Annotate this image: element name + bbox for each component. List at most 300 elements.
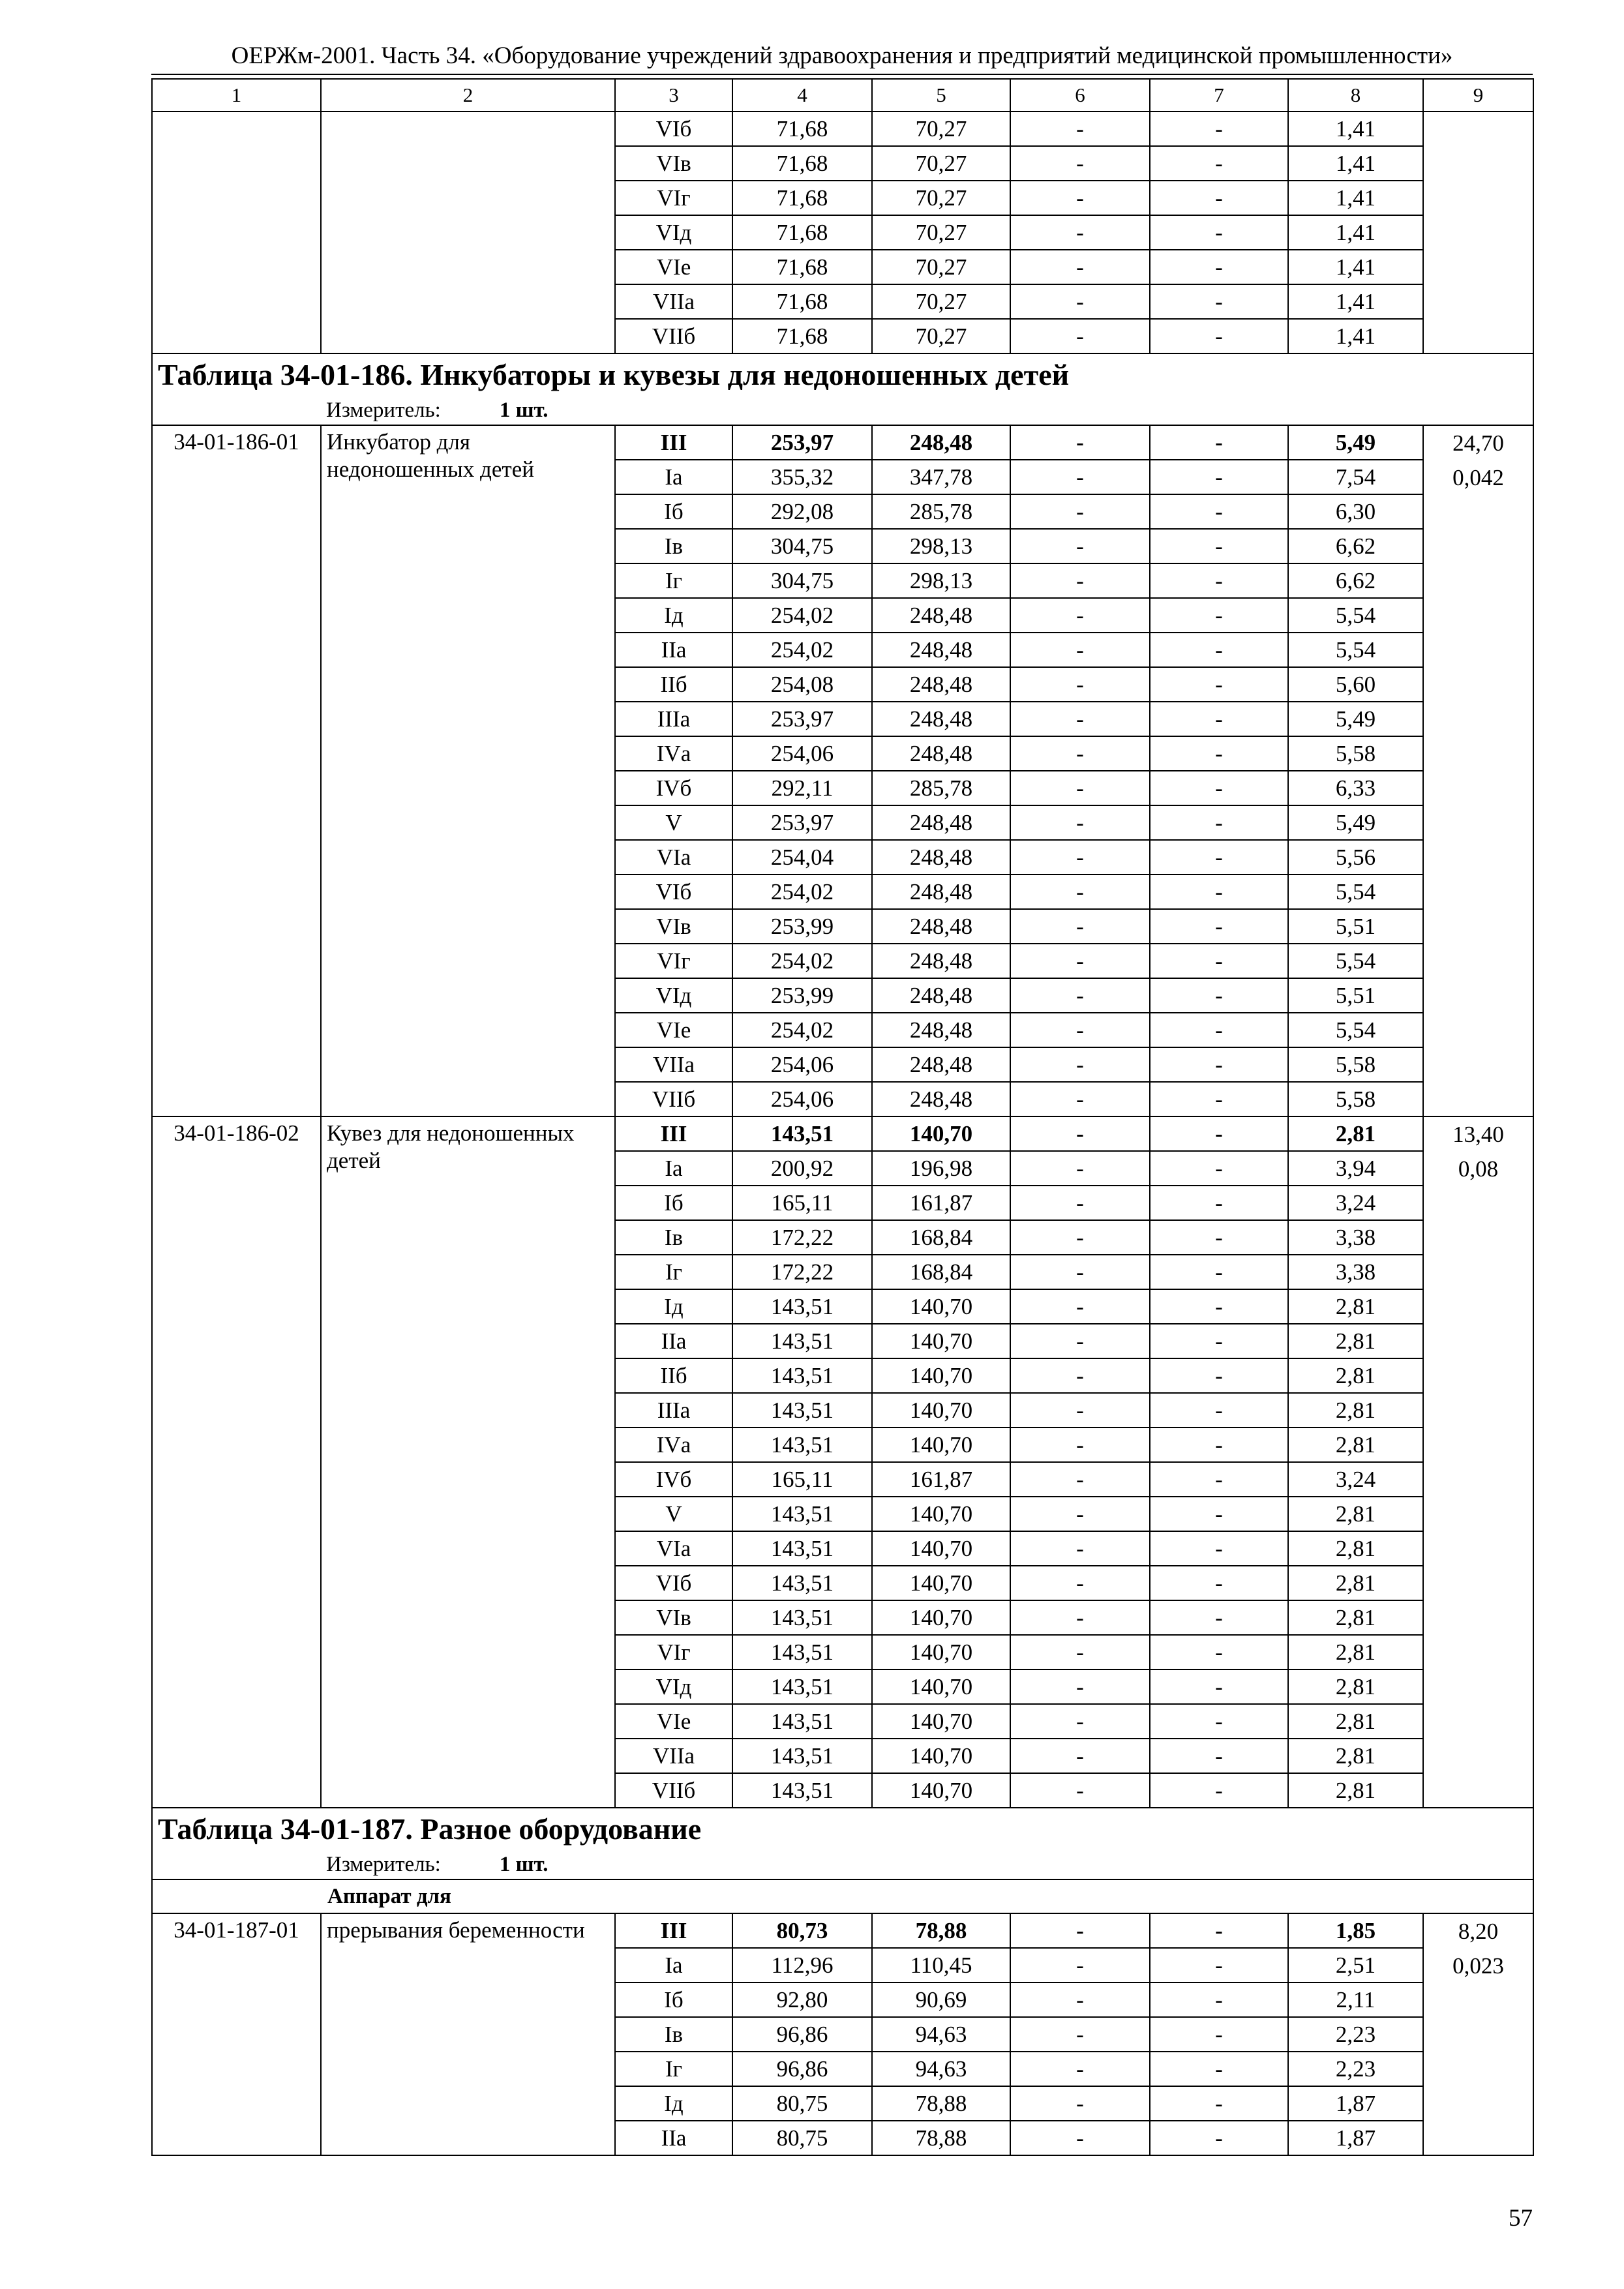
- total-cost-cell: 172,22: [732, 1220, 872, 1255]
- category-cell: IIб: [615, 1358, 732, 1393]
- driver-wages-cell: -: [1150, 1497, 1288, 1531]
- machine-cost-cell: -: [1010, 2017, 1150, 2052]
- category-cell: VIв: [615, 909, 732, 944]
- wages-cell: 248,48: [872, 944, 1010, 978]
- driver-wages-cell: -: [1150, 284, 1288, 319]
- wages-cell: 140,70: [872, 1428, 1010, 1462]
- category-cell: Iд: [615, 1289, 732, 1324]
- machine-cost-cell: -: [1010, 1358, 1150, 1393]
- materials-cell: 2,81: [1288, 1773, 1423, 1808]
- total-cost-cell: 254,02: [732, 633, 872, 667]
- wages-cell: 140,70: [872, 1669, 1010, 1704]
- materials-cell: 5,54: [1288, 944, 1423, 978]
- category-cell: Iа: [615, 1151, 732, 1186]
- total-cost-cell: 143,51: [732, 1393, 872, 1428]
- table-title: Таблица 34-01-186. Инкубаторы и кувезы для недоношенных детей: [152, 353, 1533, 396]
- materials-cell: 3,38: [1288, 1255, 1423, 1289]
- category-cell: VIе: [615, 1704, 732, 1739]
- materials-cell: 1,41: [1288, 112, 1423, 146]
- wages-cell: 248,48: [872, 978, 1010, 1013]
- machine-cost-cell: -: [1010, 1220, 1150, 1255]
- driver-wages-cell: -: [1150, 1393, 1288, 1428]
- total-cost-cell: 254,02: [732, 1013, 872, 1047]
- total-cost-cell: 92,80: [732, 1982, 872, 2017]
- total-cost-cell: 143,51: [732, 1428, 872, 1462]
- wages-cell: 140,70: [872, 1704, 1010, 1739]
- column-number: 2: [321, 79, 615, 112]
- driver-wages-cell: -: [1150, 840, 1288, 875]
- category-cell: IVа: [615, 1428, 732, 1462]
- total-cost-cell: 143,51: [732, 1739, 872, 1773]
- table-title: Таблица 34-01-187. Разное оборудование: [152, 1808, 1533, 1850]
- total-cost-cell: 143,51: [732, 1669, 872, 1704]
- labor-cell: [1423, 1116, 1533, 1808]
- materials-cell: 1,41: [1288, 250, 1423, 284]
- machine-cost-cell: -: [1010, 146, 1150, 181]
- total-cost-cell: 292,08: [732, 494, 872, 529]
- total-cost-cell: 71,68: [732, 181, 872, 215]
- labor-value: 24,70: [1452, 430, 1504, 456]
- table-title-row: [152, 353, 1533, 396]
- wages-cell: 70,27: [872, 250, 1010, 284]
- total-cost-cell: 254,08: [732, 667, 872, 702]
- category-cell: V: [615, 1497, 732, 1531]
- machine-cost-cell: -: [1010, 1462, 1150, 1497]
- category-cell: IIа: [615, 2121, 732, 2155]
- category-cell: Iа: [615, 1948, 732, 1982]
- materials-cell: 2,81: [1288, 1600, 1423, 1635]
- measure-value: 1 шт.: [499, 398, 549, 422]
- wages-cell: 248,48: [872, 840, 1010, 875]
- materials-cell: 6,62: [1288, 529, 1423, 563]
- measure-label: Измеритель:: [326, 1853, 441, 1876]
- category-cell: IIIа: [615, 1393, 732, 1428]
- total-cost-cell: 96,86: [732, 2052, 872, 2086]
- driver-wages-cell: -: [1150, 250, 1288, 284]
- total-cost-cell: 96,86: [732, 2017, 872, 2052]
- materials-cell: 2,81: [1288, 1428, 1423, 1462]
- total-cost-cell: 304,75: [732, 563, 872, 598]
- materials-cell: 5,49: [1288, 425, 1423, 460]
- machine-cost-cell: -: [1010, 667, 1150, 702]
- total-cost-cell: 143,51: [732, 1704, 872, 1739]
- wages-cell: 248,48: [872, 805, 1010, 840]
- driver-wages-cell: -: [1150, 1289, 1288, 1324]
- total-cost-cell: 71,68: [732, 215, 872, 250]
- page-number: 57: [1509, 2205, 1533, 2232]
- wages-cell: 140,70: [872, 1393, 1010, 1428]
- machine-cost-cell: -: [1010, 978, 1150, 1013]
- total-cost-cell: 143,51: [732, 1635, 872, 1669]
- materials-cell: 5,58: [1288, 736, 1423, 771]
- machine-cost-cell: -: [1010, 736, 1150, 771]
- total-cost-cell: 253,97: [732, 702, 872, 736]
- machine-cost-cell: -: [1010, 1982, 1150, 2017]
- driver-wages-cell: -: [1150, 909, 1288, 944]
- driver-wages-cell: -: [1150, 529, 1288, 563]
- wages-cell: 168,84: [872, 1255, 1010, 1289]
- category-cell: IVб: [615, 1462, 732, 1497]
- name-cell: Инкубатор для недоношенных детей: [321, 425, 615, 1116]
- total-cost-cell: 71,68: [732, 146, 872, 181]
- materials-cell: 6,62: [1288, 563, 1423, 598]
- wages-cell: 140,70: [872, 1531, 1010, 1566]
- total-cost-cell: 172,22: [732, 1255, 872, 1289]
- column-number-row: [152, 79, 1533, 112]
- total-cost-cell: 254,06: [732, 1082, 872, 1116]
- category-cell: V: [615, 805, 732, 840]
- driver-wages-cell: -: [1150, 702, 1288, 736]
- category-cell: IIIа: [615, 702, 732, 736]
- wages-cell: 248,48: [872, 1082, 1010, 1116]
- table-row: [152, 112, 1533, 146]
- driver-wages-cell: -: [1150, 2017, 1288, 2052]
- category-cell: Iа: [615, 460, 732, 494]
- measure-row: [152, 1850, 1533, 1879]
- machine-cost-cell: -: [1010, 1739, 1150, 1773]
- category-cell: VIе: [615, 250, 732, 284]
- total-cost-cell: 143,51: [732, 1600, 872, 1635]
- materials-cell: 1,41: [1288, 215, 1423, 250]
- driver-wages-cell: -: [1150, 460, 1288, 494]
- category-cell: III: [615, 425, 732, 460]
- materials-cell: 1,41: [1288, 319, 1423, 353]
- code-cell: 34-01-187-01: [152, 1913, 321, 2155]
- category-cell: IVа: [615, 736, 732, 771]
- wages-cell: 140,70: [872, 1289, 1010, 1324]
- wages-cell: 298,13: [872, 529, 1010, 563]
- materials-cell: 2,81: [1288, 1393, 1423, 1428]
- wages-cell: 70,27: [872, 112, 1010, 146]
- total-cost-cell: 71,68: [732, 112, 872, 146]
- driver-wages-cell: -: [1150, 494, 1288, 529]
- total-cost-cell: 71,68: [732, 250, 872, 284]
- wages-cell: 140,70: [872, 1635, 1010, 1669]
- category-cell: Iв: [615, 2017, 732, 2052]
- total-cost-cell: 253,99: [732, 978, 872, 1013]
- driver-wages-cell: -: [1150, 2086, 1288, 2121]
- machine-cost-cell: -: [1010, 1289, 1150, 1324]
- driver-wages-cell: -: [1150, 2052, 1288, 2086]
- wages-cell: 161,87: [872, 1186, 1010, 1220]
- driver-wages-cell: -: [1150, 1600, 1288, 1635]
- wages-cell: 285,78: [872, 494, 1010, 529]
- wages-cell: 248,48: [872, 702, 1010, 736]
- machine-cost-cell: -: [1010, 1913, 1150, 1948]
- machine-cost-cell: -: [1010, 215, 1150, 250]
- category-cell: VIг: [615, 1635, 732, 1669]
- column-number: 5: [872, 79, 1010, 112]
- driver-wages-cell: -: [1150, 112, 1288, 146]
- total-cost-cell: 253,97: [732, 425, 872, 460]
- total-cost-cell: 355,32: [732, 460, 872, 494]
- driver-wages-cell: -: [1150, 181, 1288, 215]
- category-cell: VIIа: [615, 1047, 732, 1082]
- driver-wages-cell: -: [1150, 1462, 1288, 1497]
- materials-cell: 1,41: [1288, 146, 1423, 181]
- measure-cell: [152, 396, 1533, 425]
- category-cell: VIб: [615, 112, 732, 146]
- wages-cell: 78,88: [872, 2086, 1010, 2121]
- total-cost-cell: 165,11: [732, 1186, 872, 1220]
- materials-cell: 1,41: [1288, 284, 1423, 319]
- wages-cell: 70,27: [872, 284, 1010, 319]
- materials-cell: 2,81: [1288, 1739, 1423, 1773]
- column-number: 6: [1010, 79, 1150, 112]
- wages-cell: 248,48: [872, 667, 1010, 702]
- category-cell: III: [615, 1116, 732, 1151]
- category-cell: Iг: [615, 1255, 732, 1289]
- category-cell: Iд: [615, 2086, 732, 2121]
- wages-cell: 161,87: [872, 1462, 1010, 1497]
- machine-cost-cell: -: [1010, 1013, 1150, 1047]
- materials-cell: 5,58: [1288, 1047, 1423, 1082]
- materials-cell: 5,54: [1288, 875, 1423, 909]
- labor-value: 8,20: [1458, 1919, 1499, 1944]
- machine-cost-cell: -: [1010, 875, 1150, 909]
- driver-wages-cell: -: [1150, 1773, 1288, 1808]
- materials-cell: 2,81: [1288, 1116, 1423, 1151]
- column-number: 8: [1288, 79, 1423, 112]
- materials-cell: 5,56: [1288, 840, 1423, 875]
- driver-wages-cell: -: [1150, 736, 1288, 771]
- category-cell: Iб: [615, 1982, 732, 2017]
- category-cell: Iб: [615, 494, 732, 529]
- category-cell: VIв: [615, 146, 732, 181]
- driver-wages-cell: -: [1150, 598, 1288, 633]
- materials-cell: 1,85: [1288, 1913, 1423, 1948]
- machine-cost-cell: -: [1010, 840, 1150, 875]
- driver-wages-cell: -: [1150, 1982, 1288, 2017]
- driver-wages-cell: -: [1150, 944, 1288, 978]
- wages-cell: 285,78: [872, 771, 1010, 805]
- driver-wages-cell: -: [1150, 1013, 1288, 1047]
- category-cell: VIIб: [615, 1082, 732, 1116]
- machine-cost-cell: -: [1010, 1116, 1150, 1151]
- machine-cost-cell: -: [1010, 1669, 1150, 1704]
- wages-cell: 94,63: [872, 2052, 1010, 2086]
- machine-cost-cell: -: [1010, 319, 1150, 353]
- machine-cost-cell: -: [1010, 1948, 1150, 1982]
- driver-wages-cell: -: [1150, 563, 1288, 598]
- category-cell: VIв: [615, 1600, 732, 1635]
- category-cell: VIIа: [615, 284, 732, 319]
- driver-wages-cell: -: [1150, 2121, 1288, 2155]
- total-cost-cell: 254,04: [732, 840, 872, 875]
- total-cost-cell: 143,51: [732, 1358, 872, 1393]
- machine-cost-cell: -: [1010, 1704, 1150, 1739]
- machine-cost-cell: -: [1010, 1393, 1150, 1428]
- materials-cell: 2,23: [1288, 2017, 1423, 2052]
- wages-cell: 110,45: [872, 1948, 1010, 1982]
- machine-cost-cell: -: [1010, 702, 1150, 736]
- machine-cost-cell: -: [1010, 1255, 1150, 1289]
- driver-wages-cell: -: [1150, 1186, 1288, 1220]
- total-cost-cell: 80,75: [732, 2121, 872, 2155]
- materials-cell: 2,81: [1288, 1531, 1423, 1566]
- driver-wages-cell: -: [1150, 1255, 1288, 1289]
- category-cell: IIа: [615, 1324, 732, 1358]
- category-cell: VIIа: [615, 1739, 732, 1773]
- code-cell: 34-01-186-02: [152, 1116, 321, 1808]
- machine-cost-cell: -: [1010, 805, 1150, 840]
- total-cost-cell: 143,51: [732, 1497, 872, 1531]
- wages-cell: 140,70: [872, 1116, 1010, 1151]
- wages-cell: 140,70: [872, 1600, 1010, 1635]
- driver-wages-cell: -: [1150, 1913, 1288, 1948]
- total-cost-cell: 165,11: [732, 1462, 872, 1497]
- category-cell: VIд: [615, 978, 732, 1013]
- machine-cost-cell: -: [1010, 1324, 1150, 1358]
- materials-cell: 1,87: [1288, 2086, 1423, 2121]
- machine-cost-cell: -: [1010, 1531, 1150, 1566]
- materials-cell: 2,81: [1288, 1704, 1423, 1739]
- wages-cell: 248,48: [872, 598, 1010, 633]
- materials-cell: 5,54: [1288, 1013, 1423, 1047]
- category-cell: VIIб: [615, 319, 732, 353]
- category-cell: III: [615, 1913, 732, 1948]
- wages-cell: 248,48: [872, 909, 1010, 944]
- machine-cost-cell: -: [1010, 598, 1150, 633]
- measure-value: 1 шт.: [499, 1853, 549, 1876]
- table-row: [152, 1116, 1533, 1151]
- machine-cost-cell: -: [1010, 2121, 1150, 2155]
- total-cost-cell: 253,99: [732, 909, 872, 944]
- total-cost-cell: 143,51: [732, 1289, 872, 1324]
- driver-wages-cell: -: [1150, 1428, 1288, 1462]
- driver-wages-cell: -: [1150, 1948, 1288, 1982]
- category-cell: VIг: [615, 944, 732, 978]
- measure-cell: [152, 1850, 1533, 1879]
- total-cost-cell: 143,51: [732, 1566, 872, 1600]
- wages-cell: 70,27: [872, 146, 1010, 181]
- total-cost-cell: 71,68: [732, 319, 872, 353]
- machine-cost-cell: -: [1010, 529, 1150, 563]
- materials-cell: 2,11: [1288, 1982, 1423, 2017]
- materials-cell: 2,81: [1288, 1566, 1423, 1600]
- materials-cell: 3,38: [1288, 1220, 1423, 1255]
- materials-cell: 7,54: [1288, 460, 1423, 494]
- materials-cell: 2,51: [1288, 1948, 1423, 1982]
- table-title-row: [152, 1808, 1533, 1850]
- wages-cell: 70,27: [872, 181, 1010, 215]
- category-cell: VIа: [615, 1531, 732, 1566]
- category-cell: Iв: [615, 1220, 732, 1255]
- category-cell: IIб: [615, 667, 732, 702]
- total-cost-cell: 80,73: [732, 1913, 872, 1948]
- total-cost-cell: 80,75: [732, 2086, 872, 2121]
- driver-wages-cell: -: [1150, 1704, 1288, 1739]
- machine-cost-cell: -: [1010, 181, 1150, 215]
- column-number: 3: [615, 79, 732, 112]
- column-number: 4: [732, 79, 872, 112]
- materials-cell: 5,51: [1288, 909, 1423, 944]
- category-cell: VIг: [615, 181, 732, 215]
- materials-cell: 2,81: [1288, 1635, 1423, 1669]
- driver-wages-cell: -: [1150, 1566, 1288, 1600]
- wages-cell: 90,69: [872, 1982, 1010, 2017]
- category-cell: VIб: [615, 1566, 732, 1600]
- materials-cell: 6,33: [1288, 771, 1423, 805]
- labor-value: 0,023: [1452, 1953, 1504, 1979]
- column-number: 9: [1423, 79, 1533, 112]
- wages-cell: 78,88: [872, 2121, 1010, 2155]
- wages-cell: 168,84: [872, 1220, 1010, 1255]
- materials-cell: 2,23: [1288, 2052, 1423, 2086]
- driver-wages-cell: -: [1150, 1739, 1288, 1773]
- machine-cost-cell: -: [1010, 1635, 1150, 1669]
- driver-wages-cell: -: [1150, 1358, 1288, 1393]
- measure-row: [152, 396, 1533, 425]
- driver-wages-cell: -: [1150, 1635, 1288, 1669]
- labor-cell: [1423, 1913, 1533, 2155]
- total-cost-cell: 200,92: [732, 1151, 872, 1186]
- total-cost-cell: 143,51: [732, 1531, 872, 1566]
- total-cost-cell: 292,11: [732, 771, 872, 805]
- machine-cost-cell: -: [1010, 250, 1150, 284]
- category-cell: VIд: [615, 1669, 732, 1704]
- wages-cell: 78,88: [872, 1913, 1010, 1948]
- labor-value: 13,40: [1452, 1122, 1504, 1147]
- materials-cell: 2,81: [1288, 1324, 1423, 1358]
- category-cell: VIд: [615, 215, 732, 250]
- driver-wages-cell: -: [1150, 146, 1288, 181]
- driver-wages-cell: -: [1150, 1220, 1288, 1255]
- machine-cost-cell: -: [1010, 1082, 1150, 1116]
- driver-wages-cell: -: [1150, 1531, 1288, 1566]
- column-number: 1: [152, 79, 321, 112]
- machine-cost-cell: -: [1010, 460, 1150, 494]
- wages-cell: 196,98: [872, 1151, 1010, 1186]
- materials-cell: 3,94: [1288, 1151, 1423, 1186]
- category-cell: Iд: [615, 598, 732, 633]
- machine-cost-cell: -: [1010, 1566, 1150, 1600]
- driver-wages-cell: -: [1150, 1116, 1288, 1151]
- total-cost-cell: 254,02: [732, 875, 872, 909]
- machine-cost-cell: -: [1010, 563, 1150, 598]
- wages-cell: 248,48: [872, 1047, 1010, 1082]
- driver-wages-cell: -: [1150, 1324, 1288, 1358]
- running-header: ОЕРЖм-2001. Часть 34. «Оборудование учреждений здравоохранения и предприятий медицинской промышленности»: [231, 42, 1453, 69]
- materials-cell: 3,24: [1288, 1186, 1423, 1220]
- machine-cost-cell: -: [1010, 1773, 1150, 1808]
- driver-wages-cell: -: [1150, 319, 1288, 353]
- wages-cell: 94,63: [872, 2017, 1010, 2052]
- wages-cell: 248,48: [872, 633, 1010, 667]
- wages-cell: 248,48: [872, 425, 1010, 460]
- labor-cell: [1423, 112, 1533, 353]
- category-cell: IIа: [615, 633, 732, 667]
- name-cell: Кувез для недоношенных детей: [321, 1116, 615, 1808]
- total-cost-cell: 112,96: [732, 1948, 872, 1982]
- wages-cell: 140,70: [872, 1324, 1010, 1358]
- subheading-row: [152, 1879, 1533, 1913]
- machine-cost-cell: -: [1010, 944, 1150, 978]
- machine-cost-cell: -: [1010, 1497, 1150, 1531]
- wages-cell: 140,70: [872, 1358, 1010, 1393]
- machine-cost-cell: -: [1010, 1600, 1150, 1635]
- materials-cell: 5,54: [1288, 598, 1423, 633]
- category-cell: Iб: [615, 1186, 732, 1220]
- machine-cost-cell: -: [1010, 284, 1150, 319]
- wages-cell: 248,48: [872, 875, 1010, 909]
- wages-cell: 140,70: [872, 1739, 1010, 1773]
- name-cell: [321, 112, 615, 353]
- total-cost-cell: 254,06: [732, 736, 872, 771]
- materials-cell: 1,87: [1288, 2121, 1423, 2155]
- code-cell: [152, 112, 321, 353]
- materials-cell: 5,49: [1288, 702, 1423, 736]
